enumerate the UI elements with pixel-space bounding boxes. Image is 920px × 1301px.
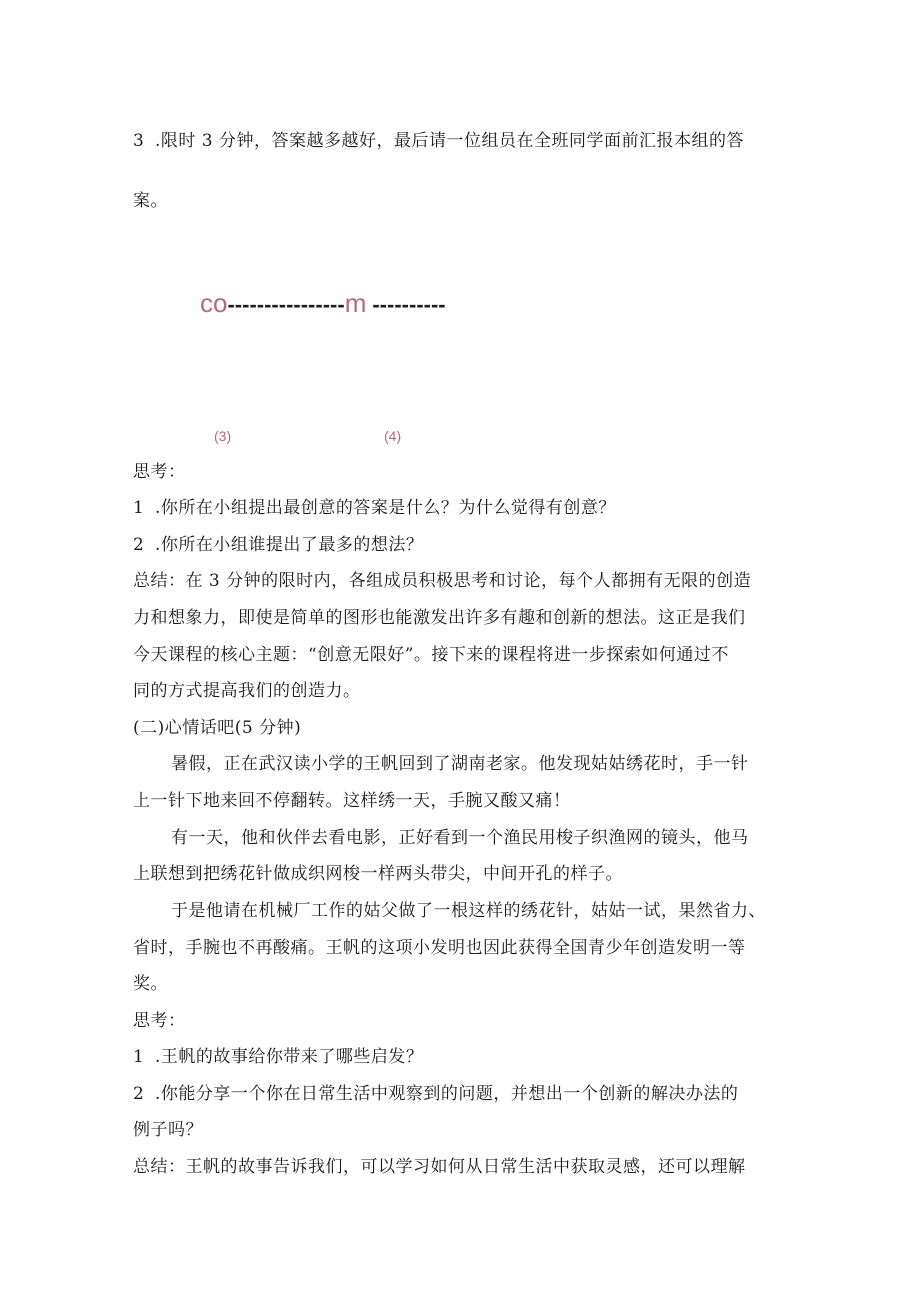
think2-q2-text: .你能分享一个你在日常生活中观察到的问题，并想出一个创新的解决办法的 — [155, 1084, 739, 1104]
think2-q2-number: 2 — [133, 1084, 145, 1104]
story-p2-line-2: 上联想到把绣花针做成织网梭一样两头带尖，中间开孔的样子。 — [133, 864, 623, 884]
summary1-line-2: 力和想象力，即使是简单的图形也能激发出许多有趣和创新的想法。这正是我们 — [133, 608, 746, 628]
think1-question-2 — [133, 534, 423, 556]
item-3-text: .限时 3 分钟，答案越多越好，最后请一位组员在全班同学面前汇报本组的答 — [155, 131, 745, 151]
figure-dashes-2: ---------- — [372, 292, 446, 317]
figure-right-glyph: m — [344, 288, 367, 318]
think1-q2-number: 2 — [133, 535, 145, 555]
think1-question-1 — [133, 497, 616, 519]
think-heading-1: 思考： — [133, 462, 186, 482]
think2-question-2 — [133, 1083, 738, 1105]
figure-dashes-1: ---------------- — [227, 292, 345, 317]
item-3-number: 3 — [133, 131, 145, 151]
item-3 — [133, 130, 744, 152]
figure-label-4: (4) — [384, 428, 402, 444]
think2-q1-text: .王帆的故事给你带来了哪些启发？ — [155, 1047, 424, 1067]
story-p2-line-1: 有一天，他和伙伴去看电影，正好看到一个渔民用梭子织渔网的镜头，他马 — [171, 828, 749, 848]
summary1-line-4: 同的方式提高我们的创造力。 — [133, 681, 361, 701]
story-p1-line-2: 上一针下地来回不停翻转。这样绣一天，手腕又酸又痛！ — [133, 791, 571, 811]
figure-sequence — [200, 288, 446, 319]
story-p3-line-1: 于是他请在机械厂工作的姑父做了一根这样的绣花针，姑姑一试，果然省力、 — [171, 901, 766, 921]
story-p3-line-2: 省时，手腕也不再酸痛。王帆的这项小发明也因此获得全国青少年创造发明一等 — [133, 938, 746, 958]
think1-q1-number: 1 — [133, 498, 145, 518]
think-heading-2: 思考： — [133, 1011, 186, 1031]
story-p3-line-3: 奖。 — [133, 974, 168, 994]
section2-title: (二)心情话吧(5 分钟) — [133, 718, 302, 738]
think1-q1-text: .你所在小组提出最创意的答案是什么？为什么觉得有创意？ — [155, 498, 616, 518]
summary1-line-3: 今天课程的核心主题：“创意无限好”。接下来的课程将进一步探索如何通过不 — [133, 645, 729, 665]
summary2-line-1: 总结：王帆的故事告诉我们，可以学习如何从日常生活中获取灵感，还可以理解 — [133, 1157, 746, 1177]
think1-q2-text: .你所在小组谁提出了最多的想法？ — [155, 535, 424, 555]
summary1-line-1: 总结：在 3 分钟的限时内，各组成员积极思考和讨论，每个人都拥有无限的创造 — [133, 571, 752, 591]
figure-label-3: (3) — [214, 428, 232, 444]
item-3-continuation: 案。 — [133, 191, 168, 211]
figure-left-glyph: co — [200, 288, 228, 318]
think2-question-2-continuation: 例子吗？ — [133, 1120, 203, 1140]
think2-question-1 — [133, 1046, 423, 1068]
story-p1-line-1: 暑假，正在武汉读小学的王帆回到了湖南老家。他发现姑姑绣花时，手一针 — [171, 754, 749, 774]
think2-q1-number: 1 — [133, 1047, 145, 1067]
